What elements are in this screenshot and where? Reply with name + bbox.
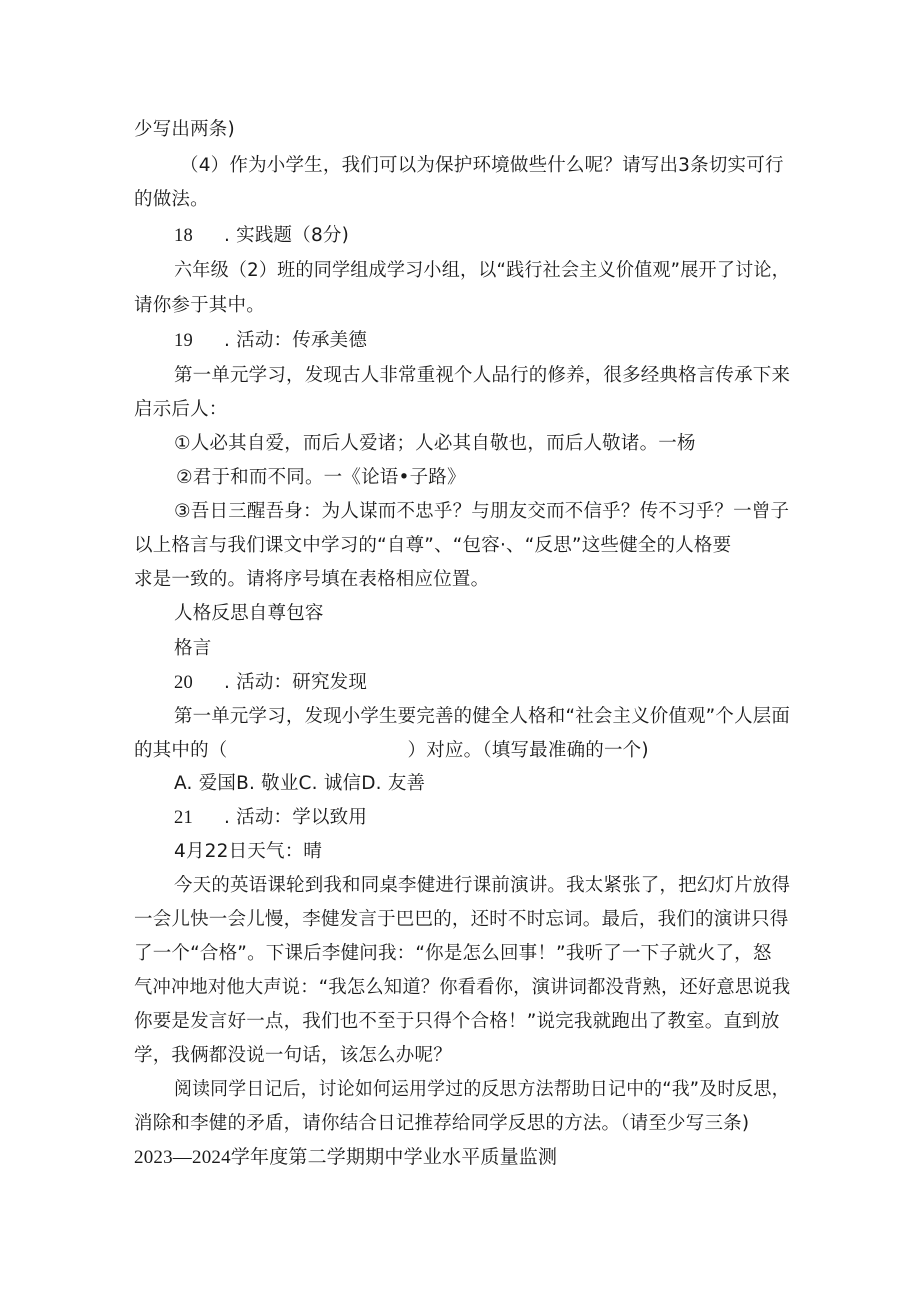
text-line: 的做法。 bbox=[134, 189, 209, 210]
diary-line: 气冲冲地对他大声说：“我怎么知道？你看看你，演讲词都没背熟，还好意思说我 bbox=[134, 977, 791, 998]
fill-in-line bbox=[134, 738, 649, 764]
question-title: . 活动：研究发现 bbox=[224, 672, 368, 693]
question-title: . 活动：传承美德 bbox=[224, 330, 368, 351]
paragraph-line: 以上格言与我们课文中学习的“自尊”、“包容·、“反思”这些健全的人格要 bbox=[134, 535, 732, 556]
question-title: . 活动：学以致用 bbox=[224, 807, 368, 828]
diary-line: 今天的英语课轮到我和同桌李健进行课前演讲。我太紧张了，把幻灯片放得 bbox=[174, 875, 791, 896]
diary-line: 了一个“合格”。下课后李健问我：“你是怎么回事！”我听了一下子就火了，怒 bbox=[134, 943, 772, 964]
paragraph-line: 第一单元学习，发现小学生要完善的健全人格和“社会主义价值观”个人层面 bbox=[174, 706, 791, 727]
quote-1: ①人必其自爱，而后人爱诸；人必其自敬也，而后人敬诸。一杨 bbox=[174, 433, 696, 454]
text-line: 少写出两条) bbox=[134, 119, 235, 140]
paragraph-line: 第一单元学习，发现古人非常重视个人品行的修养，很多经典格言传承下来 bbox=[174, 365, 791, 386]
fill-in-prefix: 的其中的（ bbox=[134, 740, 228, 761]
intro-line: 请你参于其中。 bbox=[134, 295, 265, 316]
answer-options: A. 爱国B. 敬业C. 诚信D. 友善 bbox=[174, 773, 426, 794]
quote-3: ③吾日三醒吾身：为人谋而不忠乎？与朋友交而不信乎？传不习乎？一曾子 bbox=[174, 501, 790, 522]
question-number: 18 bbox=[174, 226, 193, 246]
paragraph-line: 求是一致的。请将序号填在表格相应位置。 bbox=[134, 569, 490, 590]
question-title: . 实践题（8分) bbox=[224, 225, 350, 246]
diary-line: 你要是发言好一点，我们也不至于只得个合格！”说完我就跑出了教室。直到放 bbox=[134, 1011, 780, 1032]
question-number: 20 bbox=[174, 673, 193, 693]
quote-2: ②君于和而不同。一《论语•子路》 bbox=[176, 467, 466, 488]
question-number: 19 bbox=[174, 331, 193, 351]
diary-date: 4月22日天气：晴 bbox=[174, 841, 323, 862]
diary-line: 一会儿快一会儿慢，李健发言于巴巴的，还时不时忘词。最后，我们的演讲只得 bbox=[134, 909, 789, 930]
table-row: 格言 bbox=[174, 638, 212, 659]
exam-footer-title: 2023—2024学年度第二学期期中学业水平质量监测 bbox=[134, 1147, 558, 1168]
task-line: 阅读同学日记后，讨论如何运用学过的反思方法帮助日记中的“我”及时反思， bbox=[174, 1079, 790, 1100]
diary-line: 学，我俩都没说一句话，该怎么办呢？ bbox=[134, 1045, 452, 1066]
question-4-line: （4）作为小学生，我们可以为保护环境做些什么呢？请写出3条切实可行 bbox=[180, 155, 784, 176]
question-20-heading bbox=[174, 670, 367, 696]
task-line: 消除和李健的矛盾，请你结合日记推荐给同学反思的方法。（请至少写三条) bbox=[134, 1113, 750, 1134]
paragraph-line: 启示后人： bbox=[134, 399, 228, 420]
question-19-heading bbox=[174, 328, 367, 354]
question-number: 21 bbox=[174, 808, 193, 828]
fill-in-suffix: ）对应。（填写最准确的一个) bbox=[407, 740, 649, 761]
question-18-heading bbox=[174, 223, 349, 249]
intro-line: 六年级（2）班的同学组成学习小组，以“践行社会主义价值观”展开了讨论， bbox=[174, 260, 790, 281]
question-21-heading bbox=[174, 805, 367, 831]
table-header-row: 人格反思自尊包容 bbox=[174, 603, 324, 624]
